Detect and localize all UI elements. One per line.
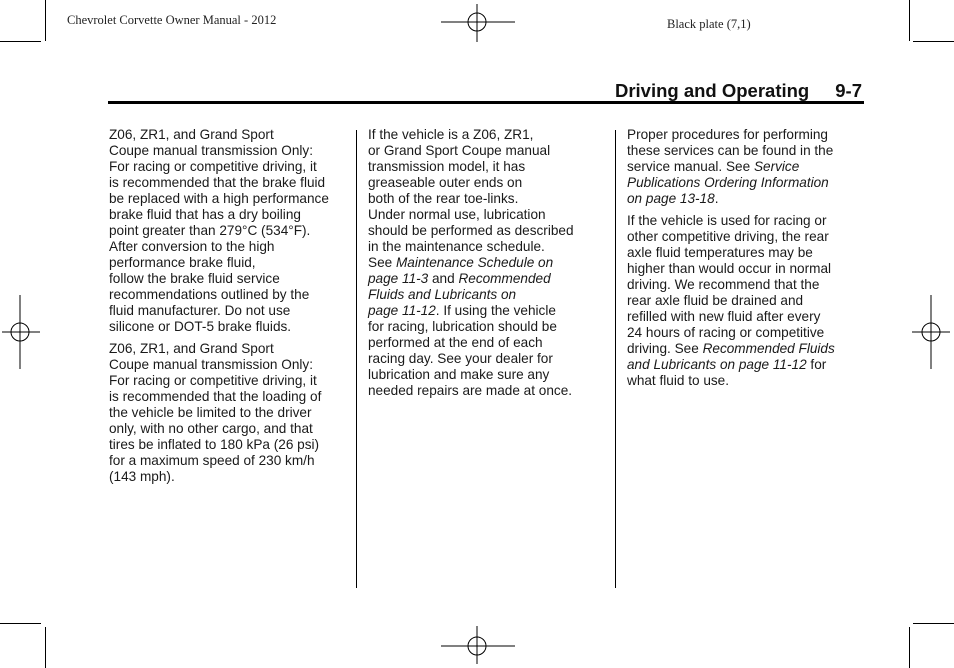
text-line: [368, 207, 610, 223]
cross-reference: page 11-3: [368, 271, 429, 286]
text-run: both of the rear toe-links.: [368, 191, 519, 206]
text-line: [627, 325, 869, 341]
text-line: [109, 357, 351, 373]
text-run: these services can be found in the: [627, 143, 834, 158]
text-line: [109, 319, 351, 335]
text-line: [109, 223, 351, 239]
text-run: See: [368, 255, 396, 270]
text-run: .: [714, 191, 719, 206]
text-run: be replaced with a high performance: [109, 191, 329, 206]
crop-mark: [45, 627, 46, 668]
text-line: [368, 127, 610, 143]
text-line: [109, 453, 351, 469]
text-run: greaseable outer ends on: [368, 175, 523, 190]
text-run: should be performed as described: [368, 223, 574, 238]
cross-reference: on page 13-18: [627, 191, 715, 206]
text-run: the vehicle be limited to the driver: [109, 405, 312, 420]
registration-mark-icon: [0, 295, 40, 369]
text-run: If the vehicle is a Z06, ZR1,: [368, 127, 534, 142]
text-run: 24 hours of racing or competitive: [627, 325, 825, 340]
text-run: or Grand Sport Coupe manual: [368, 143, 551, 158]
text-run: for racing, lubrication should be: [368, 319, 557, 334]
cross-reference: Publications Ordering Information: [627, 175, 829, 190]
text-run: transmission model, it has: [368, 159, 526, 174]
text-line: [368, 319, 610, 335]
text-run: For racing or competitive driving, it: [109, 373, 317, 388]
page-number: 9-7: [835, 80, 862, 101]
text-run: and: [428, 271, 459, 286]
cross-reference: page 11-12: [368, 303, 436, 318]
text-run: racing day. See your dealer for: [368, 351, 553, 366]
text-run: for a maximum speed of 230 km/h: [109, 453, 315, 468]
text-line: [627, 213, 869, 229]
text-line: [109, 437, 351, 453]
cross-reference: Recommended: [458, 271, 551, 286]
text-line: [627, 341, 869, 357]
text-run: rear axle fluid be drained and: [627, 293, 804, 308]
text-run: follow the brake fluid service: [109, 271, 280, 286]
text-line: [627, 143, 869, 159]
text-run: for: [806, 357, 827, 372]
text-line: [368, 271, 610, 287]
text-run: For racing or competitive driving, it: [109, 159, 317, 174]
crop-mark: [913, 623, 954, 624]
text-run: fluid manufacturer. Do not use: [109, 303, 291, 318]
text-run: needed repairs are made at once.: [368, 383, 573, 398]
text-run: in the maintenance schedule.: [368, 239, 545, 254]
text-line: [109, 341, 351, 357]
header-rule: [108, 101, 864, 104]
cross-reference: Recommended Fluids: [702, 341, 835, 356]
text-run: silicone or DOT-5 brake fluids.: [109, 319, 292, 334]
paragraph: [109, 127, 351, 335]
paragraph: [368, 127, 610, 399]
text-line: [368, 367, 610, 383]
registration-mark-icon: [912, 295, 952, 369]
text-line: [368, 223, 610, 239]
text-column: [368, 127, 610, 405]
text-line: [109, 207, 351, 223]
text-run: other competitive driving, the rear: [627, 229, 829, 244]
text-line: [109, 303, 351, 319]
text-line: [109, 373, 351, 389]
text-run: only, with no other cargo, and that: [109, 421, 313, 436]
text-line: [627, 191, 869, 207]
text-line: [109, 239, 351, 255]
text-run: brake fluid that has a dry boiling: [109, 207, 301, 222]
text-run: performance brake fluid,: [109, 255, 256, 270]
text-run: . If using the vehicle: [435, 303, 556, 318]
text-line: [627, 293, 869, 309]
text-line: [109, 469, 351, 485]
plate-label: Black plate (7,1): [667, 17, 751, 31]
text-run: driving. See: [627, 341, 703, 356]
crop-mark: [909, 627, 910, 668]
text-run: Proper procedures for performing: [627, 127, 828, 142]
text-line: [109, 421, 351, 437]
text-line: [109, 255, 351, 271]
text-run: Under normal use, lubrication: [368, 207, 546, 222]
paragraph: [627, 213, 869, 389]
text-run: Coupe manual transmission Only:: [109, 143, 313, 158]
crop-mark: [0, 41, 41, 42]
text-line: [109, 127, 351, 143]
text-line: [368, 287, 610, 303]
text-line: [627, 373, 869, 389]
cross-reference: Service: [753, 159, 800, 174]
cross-reference: and Lubricants on page 11-12: [627, 357, 807, 372]
text-run: axle fluid temperatures may be: [627, 245, 813, 260]
cross-reference: Maintenance Schedule on: [395, 255, 554, 270]
text-line: [368, 255, 610, 271]
text-line: [368, 383, 610, 399]
text-run: If the vehicle is used for racing or: [627, 213, 827, 228]
text-line: [627, 357, 869, 373]
text-line: [627, 261, 869, 277]
text-run: is recommended that the brake fluid: [109, 175, 326, 190]
text-run: higher than would occur in normal: [627, 261, 832, 276]
text-run: (143 mph).: [109, 469, 175, 484]
text-line: [109, 271, 351, 287]
text-run: Z06, ZR1, and Grand Sport: [109, 127, 274, 142]
registration-mark-icon: [441, 626, 515, 666]
cross-reference: Fluids and Lubricants on: [368, 287, 517, 302]
manual-title: Chevrolet Corvette Owner Manual - 2012: [67, 13, 277, 27]
text-line: [368, 351, 610, 367]
text-line: [109, 405, 351, 421]
text-run: lubrication and make sure any: [368, 367, 550, 382]
text-run: Coupe manual transmission Only:: [109, 357, 313, 372]
section-heading: [615, 80, 862, 102]
crop-mark: [913, 41, 954, 42]
crop-mark: [45, 0, 46, 41]
text-line: [109, 389, 351, 405]
column-divider: [356, 130, 357, 588]
text-line: [368, 191, 610, 207]
registration-mark-icon: [441, 2, 515, 42]
text-run: what fluid to use.: [627, 373, 730, 388]
column-divider: [615, 130, 616, 588]
text-run: point greater than 279°C (534°F).: [109, 223, 311, 238]
text-line: [368, 175, 610, 191]
section-title: Driving and Operating: [614, 80, 810, 101]
text-run: tires be inflated to 180 kPa (26 psi): [109, 437, 320, 452]
text-line: [109, 191, 351, 207]
text-line: [368, 335, 610, 351]
paragraph: [627, 127, 869, 207]
text-run: is recommended that the loading of: [109, 389, 322, 404]
text-line: [627, 245, 869, 261]
text-line: [368, 159, 610, 175]
text-column: [627, 127, 869, 395]
text-run: refilled with new fluid after every: [627, 309, 821, 324]
crop-mark: [909, 0, 910, 41]
text-line: [109, 287, 351, 303]
text-run: service manual. See: [627, 159, 754, 174]
text-line: [368, 143, 610, 159]
text-run: After conversion to the high: [109, 239, 275, 254]
text-line: [627, 277, 869, 293]
text-line: [627, 309, 869, 325]
text-line: [368, 239, 610, 255]
text-line: [109, 159, 351, 175]
text-line: [627, 127, 869, 143]
text-run: performed at the end of each: [368, 335, 543, 350]
text-line: [109, 175, 351, 191]
text-run: driving. We recommend that the: [627, 277, 820, 292]
text-line: [627, 175, 869, 191]
paragraph: [109, 341, 351, 485]
text-run: Z06, ZR1, and Grand Sport: [109, 341, 274, 356]
text-line: [627, 159, 869, 175]
text-line: [627, 229, 869, 245]
text-run: recommendations outlined by the: [109, 287, 310, 302]
text-line: [109, 143, 351, 159]
crop-mark: [0, 623, 41, 624]
text-line: [368, 303, 610, 319]
text-column: [109, 127, 351, 491]
